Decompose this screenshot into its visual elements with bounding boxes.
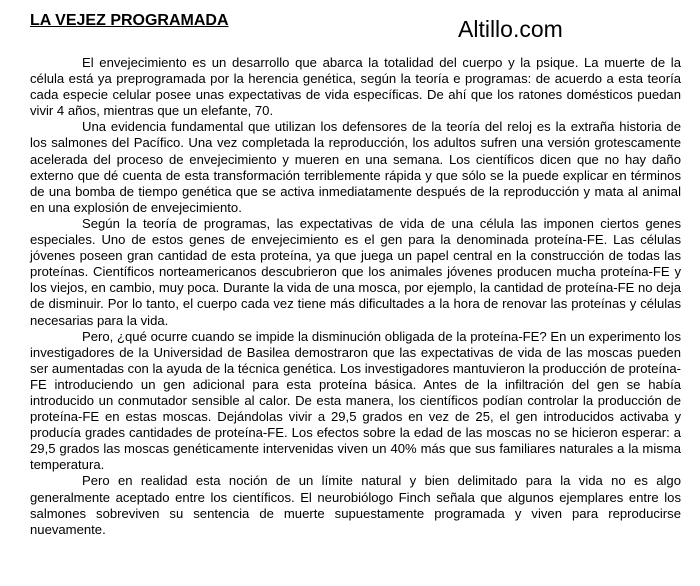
paragraph: Pero, ¿qué ocurre cuando se impide la disminución obligada de la proteína-FE? En un experimento los investigadores de la Universidad de Basilea demostraron que las expectativas de vida de las moscas pueden ser aumentadas con la ayuda de la técnica genética. Los investigadores mantuvieron la producción de proteína-FE introduciendo un gen adicional para esta proteína básica. Antes de la infiltración del gen se había introducido un conmutador sensible al calor. De esta manera, los científicos podían controlar la producción de proteína-FE en estas moscas. Dejándolas vivir a 29,5 grados en vez de 25, el gen introducidos activaba y producía grades cantidades de proteína-FE. Los efectos sobre la edad de las moscas no se hicieron esperar: a 29,5 grados las moscas genéticamente intervenidas viven un 40% más que sus familiares naturales a la misma temperatura. (30, 328, 681, 473)
paragraph: Una evidencia fundamental que utilizan los defensores de la teoría del reloj es la extraña historia de los salmones del Pacífico. Una vez completada la reproducción, los adultos sufren una versión grotescamente acelerada del proceso de envejecimiento y mueren en una semana. Los científicos dicen que no hay daño externo que dé cuenta de esta transformación terriblemente rápida y que sólo se la puede explicar en términos de una bomba de tiempo genética que se activa inmediatamente después de la reproducción y mata al animal en una explosión de envejecimiento. (30, 119, 681, 215)
document-body (30, 55, 681, 538)
paragraph: Según la teoría de programas, las expectativas de vida de una célula las imponen ciertos genes especiales. Uno de estos genes de envejecimiento es el gen para la denominada proteína-FE. Las células jóvenes poseen gran cantidad de esta proteína, ya que juega un papel central en la construcción de todas las proteínas. Científicos norteamericanos descubrieron que los animales jóvenes producen mucha proteína-FE y los viejos, en cambio, muy poca. Durante la vida de una mosca, por ejemplo, la cantidad de proteína-FE no deja de disminuir. Por lo tanto, el cuerpo cada vez tiene más dificultades a la hora de renovar las proteínas y células necesarias para la vida. (30, 215, 681, 328)
document-title: LA VEJEZ PROGRAMADA (30, 12, 229, 29)
paragraph: El envejecimiento es un desarrollo que abarca la totalidad del cuerpo y la psique. La muerte de la célula está ya preprogramada por la herencia genética, según la teoría e programas: de acuerdo a esta teoría cada especie celular posee unas expectativas de vida específicas. De ahí que los ratones domésticos puedan vivir 4 años, mientras que un elefante, 70. (30, 55, 681, 119)
paragraph: Pero en realidad esta noción de un límite natural y bien delimitado para la vida no es algo generalmente aceptado entre los científicos. El neurobiólogo Finch señala que algunos ejemplares entre los salmones sobreviven su sentencia de muerte supuestamente programada y viven para reproducirse nuevamente. (30, 473, 681, 537)
brand-watermark: Altillo.com (458, 16, 563, 42)
